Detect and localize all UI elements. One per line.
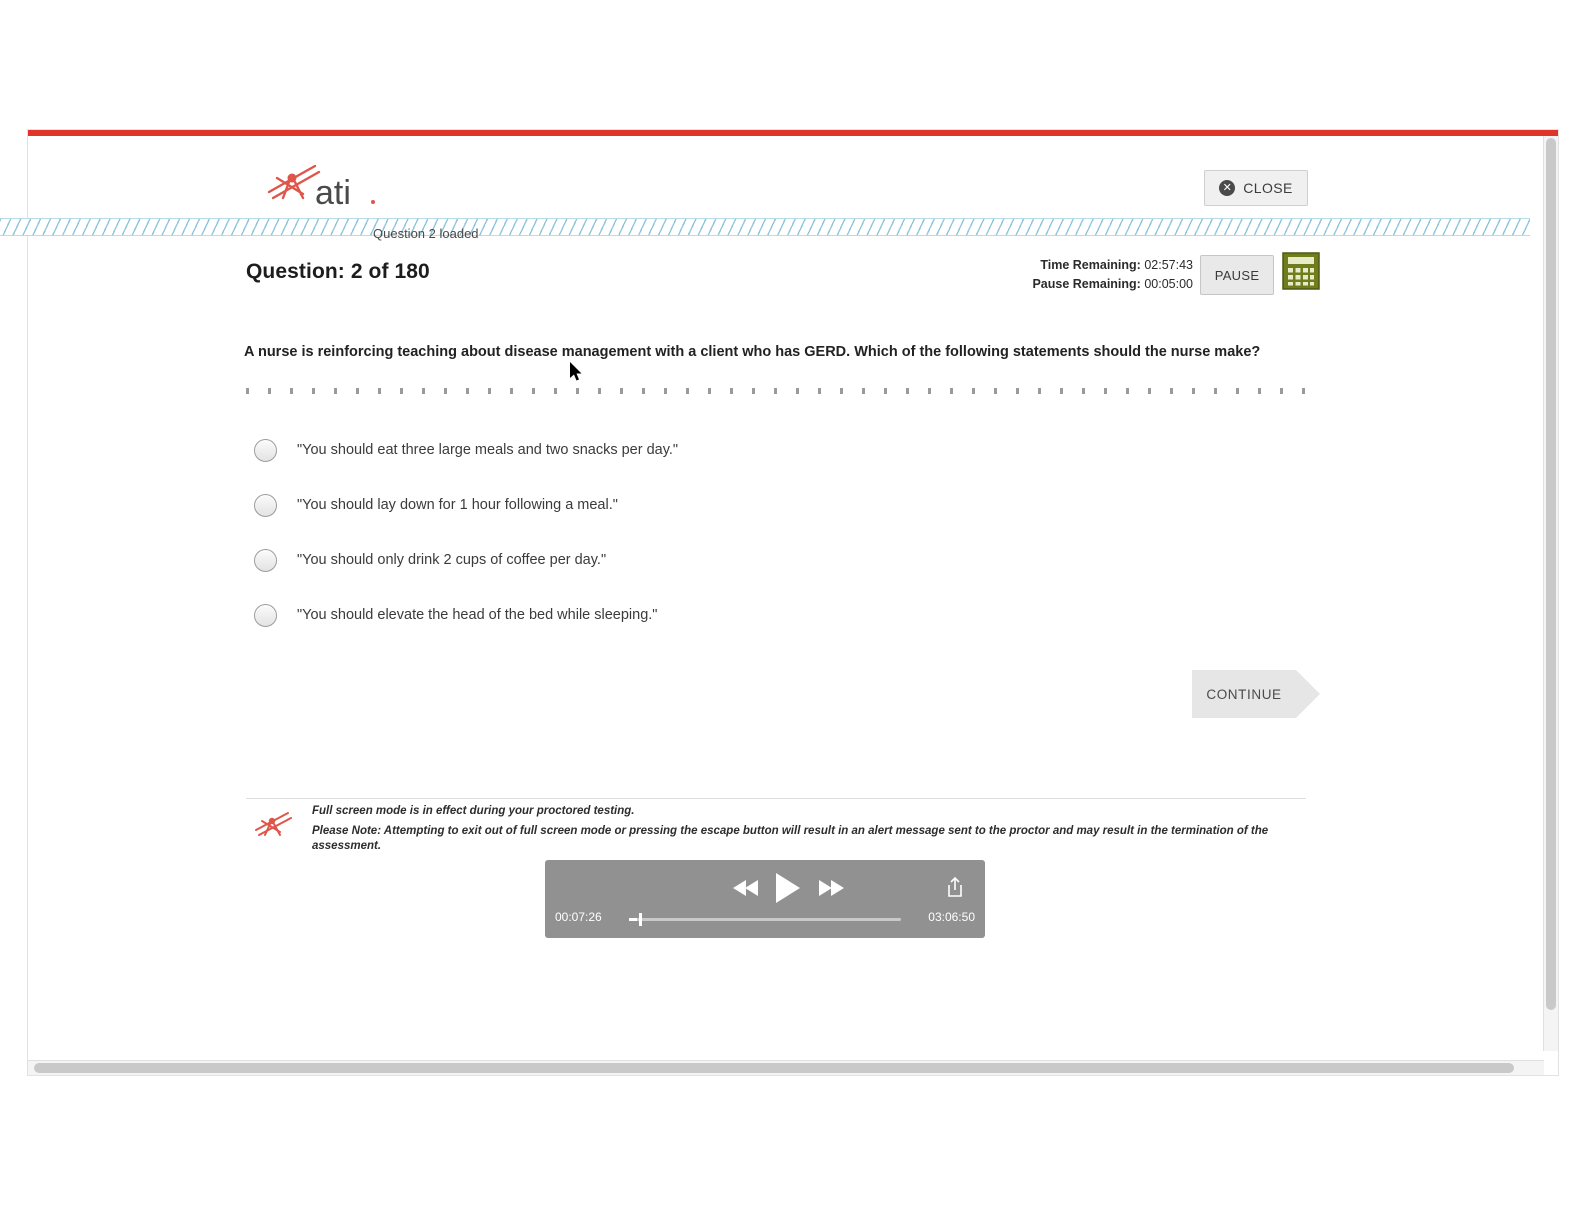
answer-option-4[interactable]	[250, 595, 1310, 635]
radio-button-icon[interactable]	[254, 439, 277, 462]
media-scrubber-progress	[629, 918, 637, 921]
pause-remaining-row	[1013, 275, 1193, 294]
media-player[interactable]	[545, 860, 985, 938]
time-remaining-value: 02:57:43	[1144, 258, 1193, 272]
footer-divider	[246, 798, 1306, 799]
vertical-scrollbar-thumb[interactable]	[1546, 138, 1556, 1010]
media-player-controls	[545, 866, 985, 908]
footer-note	[312, 804, 1272, 854]
continue-button[interactable]	[1192, 670, 1320, 718]
footer-note-line2: Please Note: Attempting to exit out of full screen mode or pressing the escape button will result in an alert message sent to the proctor and may result in the termination of the assessment.	[312, 825, 1269, 852]
status-message: Question 2 loaded	[373, 226, 479, 241]
timer-block	[1013, 256, 1193, 294]
answer-option-3[interactable]	[250, 540, 1310, 580]
rewind-icon[interactable]	[731, 878, 761, 903]
footer-note-line1: Full screen mode is in effect during your proctored testing.	[312, 805, 635, 817]
continue-button-label: CONTINUE	[1206, 686, 1282, 702]
pause-remaining-label: Pause Remaining:	[1032, 277, 1141, 291]
media-elapsed-time: 00:07:26	[555, 910, 602, 924]
dotted-divider	[246, 388, 1306, 394]
radio-button-icon[interactable]	[254, 604, 277, 627]
brand-top-bar	[28, 130, 1558, 136]
close-circle-icon: ✕	[1219, 180, 1235, 196]
answer-option-2[interactable]	[250, 485, 1310, 525]
radio-button-icon[interactable]	[254, 549, 277, 572]
vertical-scrollbar[interactable]	[1543, 136, 1558, 1051]
continue-button-body	[1192, 670, 1296, 718]
answer-option-label: "You should only drink 2 cups of coffee per day."	[297, 552, 607, 568]
answer-option-label: "You should lay down for 1 hour following a meal."	[297, 497, 618, 513]
media-duration: 03:06:50	[928, 910, 975, 924]
horizontal-scrollbar[interactable]	[28, 1060, 1544, 1075]
time-remaining-row	[1013, 256, 1193, 275]
ati-footer-logo-icon	[252, 808, 306, 844]
page-title: Question: 2 of 180	[246, 260, 430, 283]
answer-option-label: "You should eat three large meals and two snacks per day."	[297, 442, 679, 458]
question-stem: A nurse is reinforcing teaching about disease management with a client who has GERD. Which of the following statements should the nurse make?	[244, 344, 1261, 360]
fast-forward-icon[interactable]	[817, 878, 847, 903]
answer-option-label: "You should elevate the head of the bed while sleeping."	[297, 607, 658, 623]
assessment-window	[28, 130, 1558, 1075]
media-scrubber[interactable]	[629, 918, 901, 921]
radio-button-icon[interactable]	[254, 494, 277, 517]
continue-arrow-icon	[1296, 670, 1320, 718]
svg-text:ati: ati	[315, 174, 351, 212]
share-icon[interactable]	[945, 876, 965, 903]
horizontal-scrollbar-thumb[interactable]	[34, 1063, 1514, 1073]
picture-in-picture-icon[interactable]	[987, 876, 1009, 901]
answer-option-1[interactable]	[250, 430, 1310, 470]
hatched-divider	[0, 218, 1530, 236]
answer-options	[250, 430, 1310, 650]
time-remaining-label: Time Remaining:	[1040, 258, 1141, 272]
close-button[interactable]	[1204, 170, 1308, 206]
pause-button[interactable]: PAUSE	[1200, 255, 1274, 295]
calculator-icon[interactable]	[1282, 252, 1320, 290]
play-icon[interactable]	[770, 870, 804, 911]
pause-remaining-value: 00:05:00	[1144, 277, 1193, 291]
ati-logo	[263, 158, 383, 220]
close-button-label: CLOSE	[1243, 180, 1293, 196]
media-scrubber-handle[interactable]	[639, 913, 642, 926]
